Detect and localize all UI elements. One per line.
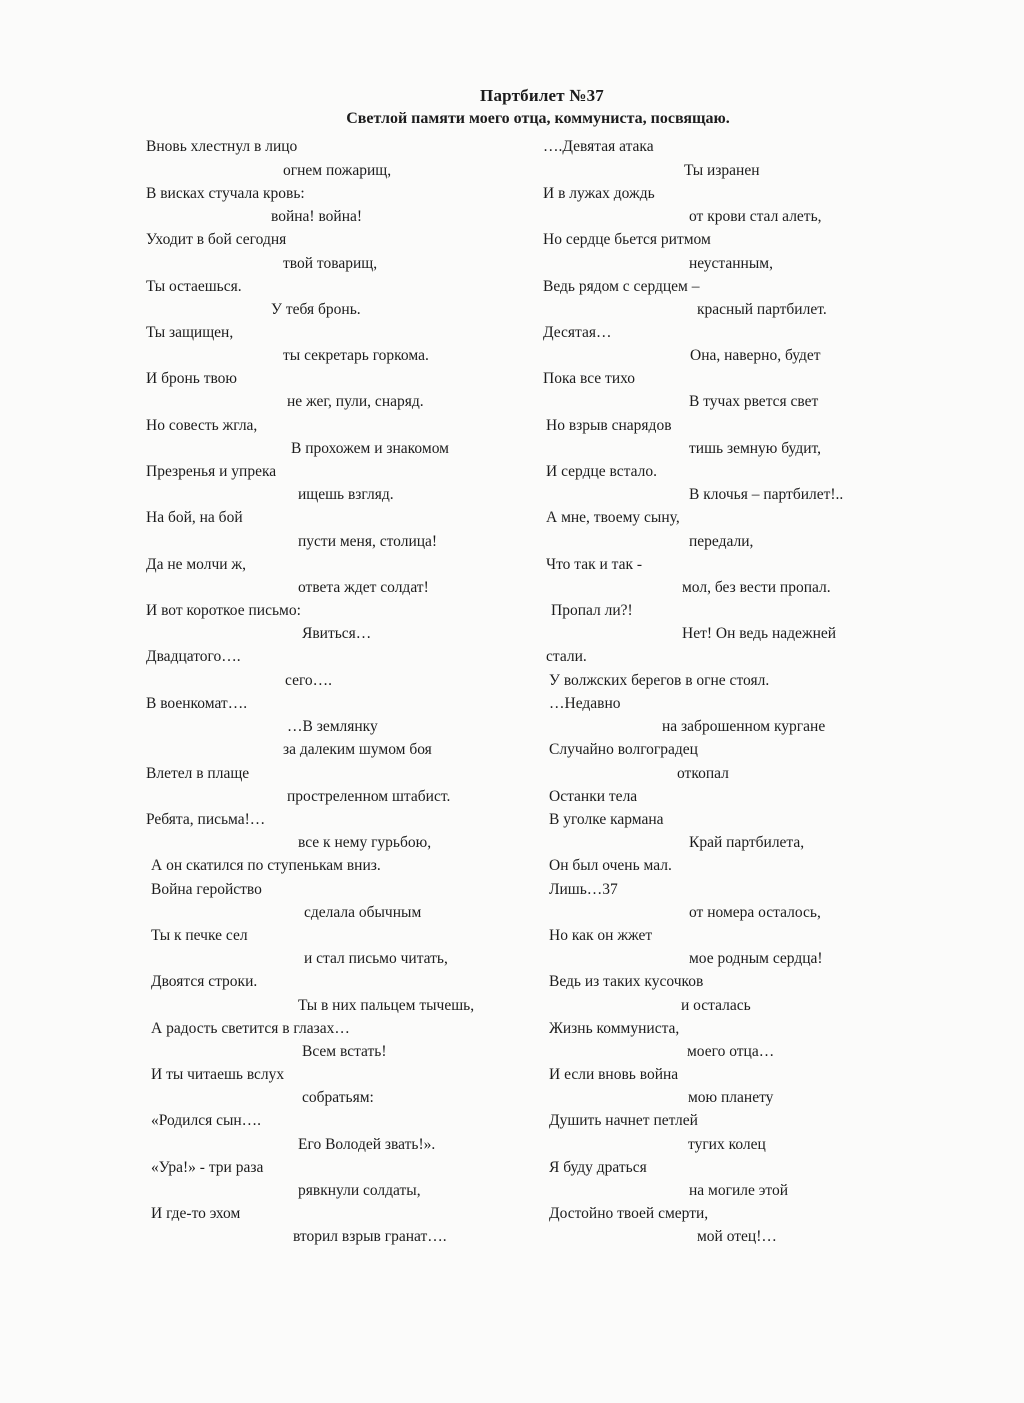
poem-line: И вот короткое письмо: — [146, 602, 301, 619]
poem-line: и стал письмо читать, — [304, 950, 448, 967]
poem-line: Явиться… — [302, 625, 372, 642]
poem-line: все к нему гурьбою, — [298, 834, 432, 851]
poem-line: В висках стучала кровь: — [146, 185, 305, 202]
poem-line: Ты остаешься. — [146, 278, 242, 295]
poem-line: Но взрыв снарядов — [546, 417, 672, 434]
poem-line: Я буду драться — [549, 1159, 647, 1176]
poem-title: Партбилет №37 — [480, 86, 604, 105]
poem-line: Пока все тихо — [543, 370, 636, 387]
poem-dedication: Светлой памяти моего отца, коммуниста, посвящаю. — [346, 110, 730, 127]
poem-line: …Недавно — [549, 695, 621, 712]
poem-line: передали, — [689, 533, 754, 550]
poem-line: Всем встать! — [302, 1043, 387, 1060]
poem-line: Край партбилета, — [689, 834, 805, 851]
poem-line: Она, наверно, будет — [690, 347, 821, 364]
poem-line: мой отец!… — [697, 1228, 777, 1245]
poem-line: Случайно волгоградец — [549, 741, 698, 758]
poem-line: Десятая… — [543, 324, 612, 341]
poem-line: А мне, твоему сыну, — [546, 509, 680, 526]
poem-line: Влетел в плаще — [146, 765, 250, 782]
poem-line: И ты читаешь вслух — [151, 1066, 285, 1083]
poem-line: мою планету — [688, 1089, 774, 1106]
poem-line: рявкнули солдаты, — [298, 1182, 421, 1199]
poem-line: ты секретарь горкома. — [283, 347, 429, 364]
poem-line: В прохожем и знакомом — [291, 440, 449, 457]
poem-line: за далеким шумом боя — [283, 741, 432, 758]
poem-line: Ты защищен, — [146, 324, 234, 341]
poem-line: война! война! — [271, 208, 363, 225]
poem-line: И где-то эхом — [151, 1205, 241, 1222]
poem-line: Нет! Он ведь надежней — [682, 625, 837, 642]
poem-line: Ведь рядом с сердцем – — [543, 278, 700, 295]
poem-line: Что так и так - — [546, 556, 643, 573]
poem-line: Душить начнет петлей — [549, 1112, 698, 1129]
poem-line: «Ура!» - три раза — [151, 1159, 264, 1176]
poem-line: пусти меня, столица! — [298, 533, 438, 550]
poem-line: У волжских берегов в огне стоял. — [549, 672, 770, 689]
poem-line: …В землянку — [287, 718, 378, 735]
poem-line: вторил взрыв гранат…. — [293, 1228, 447, 1245]
poem-line: Уходит в бой сегодня — [146, 231, 287, 248]
poem-line: твой товарищ, — [283, 255, 378, 272]
poem-line: тишь земную будит, — [689, 440, 821, 457]
poem-line: Достойно твоей смерти, — [549, 1205, 709, 1222]
poem-line: Ты в них пальцем тычешь, — [298, 997, 475, 1014]
poem-line: от крови стал алеть, — [689, 208, 822, 225]
poem-line: Лишь…37 — [549, 881, 618, 898]
poem-line: простреленном штабист. — [287, 788, 451, 805]
poem-line: не жег, пули, снаряд. — [287, 393, 424, 410]
poem-line: Ведь из таких кусочков — [549, 973, 704, 990]
poem-line: и осталась — [681, 997, 751, 1014]
poem-line: Останки тела — [549, 788, 638, 805]
poem-line: В клочья – партбилет!.. — [689, 486, 844, 503]
poem-line: Он был очень мал. — [549, 857, 672, 874]
poem-line: огнем пожарищ, — [283, 162, 392, 179]
poem-line: «Родился сын…. — [151, 1112, 262, 1129]
poem-line: Война геройство — [151, 881, 262, 898]
poem-line: И если вновь война — [549, 1066, 679, 1083]
poem-line: ….Девятая атака — [543, 138, 654, 155]
poem-line: от номера осталось, — [689, 904, 821, 921]
poem-line: Но сердце бьется ритмом — [543, 231, 711, 248]
poem-line: Но совесть жгла, — [146, 417, 258, 434]
poem-line: Двадцатого…. — [146, 648, 241, 665]
poem-line: неустанным, — [689, 255, 773, 272]
poem-line: Жизнь коммуниста, — [549, 1020, 680, 1037]
poem-line: на могиле этой — [689, 1182, 789, 1199]
poem-line: тугих колец — [688, 1136, 766, 1153]
poem-line: И бронь твою — [146, 370, 238, 387]
poem-line: ищешь взгляд. — [298, 486, 394, 503]
poem-line: Да не молчи ж, — [146, 556, 247, 573]
poem-line: красный партбилет. — [697, 301, 827, 318]
poem-line: откопал — [677, 765, 729, 782]
poem-line: И сердце встало. — [546, 463, 657, 480]
poem-line: сего…. — [285, 672, 333, 689]
poem-line: Вновь хлестнул в лицо — [146, 138, 298, 155]
poem-line: Но как он жжет — [549, 927, 653, 944]
poem-line: мое родным сердца! — [689, 950, 823, 967]
poem-line: Ты к печке сел — [151, 927, 248, 944]
poem-line: А радость светится в глазах… — [151, 1020, 350, 1037]
poem-line: В тучах рвется свет — [689, 393, 819, 410]
poem-line: Пропал ли?! — [551, 602, 633, 619]
poem-line: В уголке кармана — [549, 811, 664, 828]
poem-line: сделала обычным — [304, 904, 422, 921]
poem-line: На бой, на бой — [146, 509, 243, 526]
poem-line: мол, без вести пропал. — [682, 579, 831, 596]
poem-line: моего отца… — [687, 1043, 775, 1060]
poem-line: на заброшенном кургане — [662, 718, 826, 735]
poem-line: Презренья и упрека — [146, 463, 277, 480]
poem-line: У тебя бронь. — [271, 301, 361, 318]
poem-line: Ты изранен — [684, 162, 760, 179]
poem-line: стали. — [546, 648, 587, 665]
poem-line: Ребята, письма!… — [146, 811, 266, 828]
poem-line: Его Володей звать!». — [298, 1136, 436, 1153]
poem-line: А он скатился по ступенькам вниз. — [151, 857, 381, 874]
poem-line: В военкомат…. — [146, 695, 248, 712]
poem-line: собратьям: — [302, 1089, 374, 1106]
poem-line: Двоятся строки. — [151, 973, 258, 990]
poem-line: И в лужах дождь — [543, 185, 655, 202]
poem-line: ответа ждет солдат! — [298, 579, 429, 596]
